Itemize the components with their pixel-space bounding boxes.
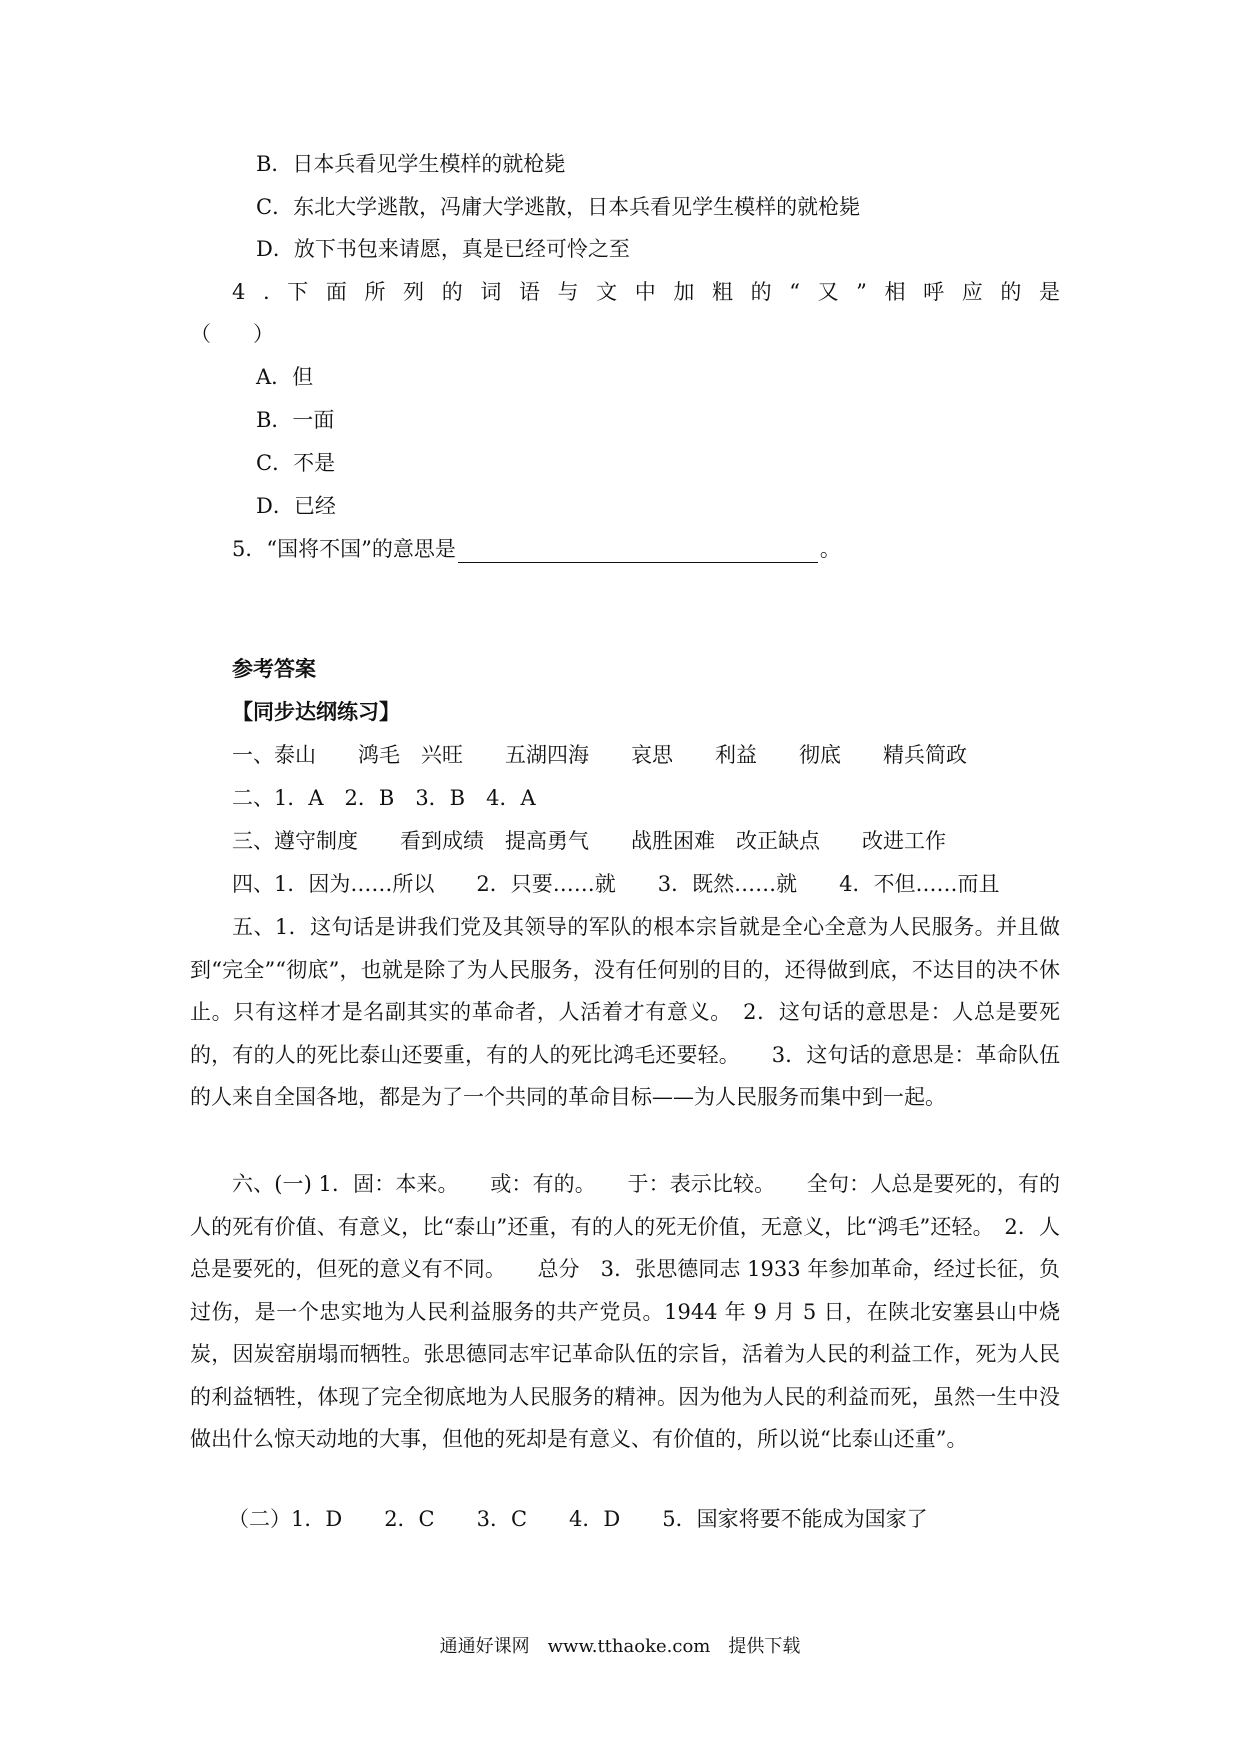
q4-answer-paren: （ ） bbox=[190, 322, 274, 346]
answer-section-6-text: 六、(一) 1．固：本来。 或：有的。 于：表示比较。 全句：人总是要死的，有的人的死有价值、有意义，比“泰山”还重，有的人的死无价值，无意义，比“鸿毛”还轻。 2．人总是要死的，但死的意义有不同。 总分 3．张思德同志 1933 年参加革命，经过长征，负过伤，是一个忠实地为人民利益服务的共产党员。1944 年 9 月 5 日，在陕北安塞县山中烧炭，因炭窑崩塌而牺牲。张思德同志牢记革命队伍的宗旨，活着为人民的利益工作，死为人民的利益牺牲，体现了完全彻底地为人民服务的精神。因为他为人民的利益而死，虽然一生中没做出什么惊天动地的大事，但他的死却是有意义、有价值的，所以说“比泰山还重”。 bbox=[190, 1172, 1060, 1451]
answer-section-4: 四、1．因为……所以 2．只要……就 3．既然……就 4．不但……而且 bbox=[232, 872, 1000, 896]
q4-char: 词 bbox=[480, 280, 502, 304]
q4-char: 应 bbox=[961, 280, 983, 304]
q5-suffix: 。 bbox=[819, 537, 841, 561]
answer-section-6 bbox=[190, 1163, 1060, 1461]
q4-char: 相 bbox=[884, 280, 906, 304]
q4-char: 的 bbox=[1000, 280, 1022, 304]
answer-section-2: 二、1．A 2．B 3．B 4．A bbox=[232, 786, 536, 810]
q4-option-d: D．已经 bbox=[256, 494, 336, 518]
q3-option-b: B．日本兵看见学生模样的就枪毙 bbox=[256, 152, 566, 176]
q4-char: 中 bbox=[634, 280, 656, 304]
q4-char: 面 bbox=[325, 280, 347, 304]
answers-title: 参考答案 bbox=[232, 657, 316, 681]
q4-char: 语 bbox=[518, 280, 540, 304]
q4-char: 是 bbox=[1038, 280, 1060, 304]
q4-option-b: B．一面 bbox=[256, 408, 335, 432]
q4-char: “ bbox=[789, 280, 800, 304]
q3-option-d: D．放下书包来请愿，真是已经可怜之至 bbox=[256, 237, 630, 261]
answer-section-5-text: 五、1．这句话是讲我们党及其领导的军队的根本宗旨就是全心全意为人民服务。并且做到“完全”“彻底”，也就是除了为人民服务，没有任何别的目的，还得做到底，不达目的决不休止。只有这样才是名副其实的革命者，人活着才有意义。 2．这句话的意思是：人总是要死的，有的人的死比泰山还要重，有的人的死比鸿毛还要轻。 3．这句话的意思是：革命队伍的人来自全国各地，都是为了一个共同的革命目标——为人民服务而集中到一起。 bbox=[190, 915, 1060, 1109]
q4-option-a: A．但 bbox=[256, 365, 314, 389]
q4-char: ” bbox=[856, 280, 867, 304]
answer-section-6-part-2: （二）1．D 2．C 3．C 4．D 5．国家将要不能成为国家了 bbox=[228, 1507, 928, 1531]
q4-char: 加 bbox=[673, 280, 695, 304]
q4-char: 4 bbox=[232, 280, 246, 304]
page-footer: 通通好课网 www.tthaoke.com 提供下载 bbox=[439, 1636, 801, 1657]
answer-section-3: 三、遵守制度 看到成绩 提高勇气 战胜困难 改正缺点 改进工作 bbox=[232, 829, 946, 853]
q4-char: 又 bbox=[817, 280, 839, 304]
q4-char: 所 bbox=[364, 280, 386, 304]
q4-char: 的 bbox=[750, 280, 772, 304]
q5-question bbox=[232, 535, 841, 563]
q4-char: 下 bbox=[287, 280, 309, 304]
q4-option-c: C．不是 bbox=[256, 451, 336, 475]
answer-section-1: 一、泰山 鸿毛 兴旺 五湖四海 哀思 利益 彻底 精兵简政 bbox=[232, 743, 967, 767]
q4-char: 呼 bbox=[923, 280, 945, 304]
answers-subtitle: 【同步达纲练习】 bbox=[232, 700, 400, 724]
q4-char: 粗 bbox=[711, 280, 733, 304]
q4-char: 的 bbox=[441, 280, 463, 304]
answer-section-5 bbox=[190, 906, 1060, 1119]
q3-option-c: C．东北大学逃散，冯庸大学逃散，日本兵看见学生模样的就枪毙 bbox=[256, 195, 861, 219]
q4-question bbox=[232, 278, 1060, 306]
q4-char: 与 bbox=[557, 280, 579, 304]
q4-char: 列 bbox=[403, 280, 425, 304]
q4-char: . bbox=[262, 280, 270, 304]
q5-prefix: 5．“国将不国”的意思是 bbox=[232, 537, 456, 561]
q4-char: 文 bbox=[596, 280, 618, 304]
q5-answer-blank[interactable] bbox=[458, 540, 818, 563]
